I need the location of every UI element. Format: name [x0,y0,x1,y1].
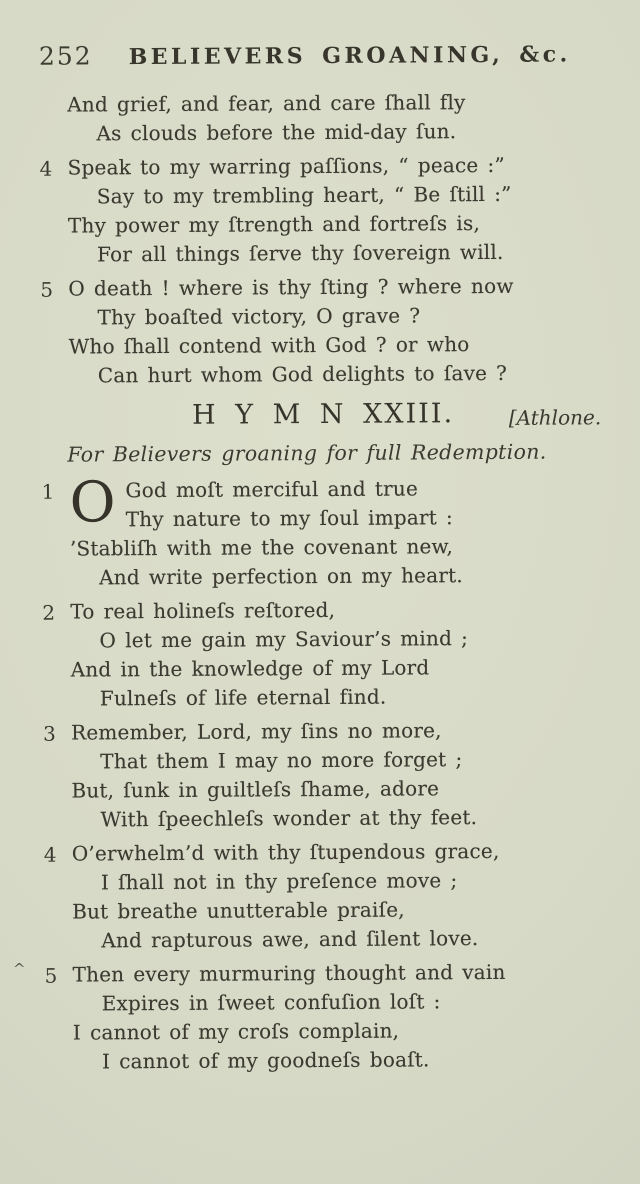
stanza-body [70,594,607,713]
tune-name: [Athlone. [508,405,602,430]
stanza-body [67,87,603,148]
hymn-subtitle: For Believers groaning for full Redemption. [67,439,547,467]
hymn-22-continuation [39,87,605,390]
verse-line: O let me gain my Saviour’s mind ; [99,626,469,653]
verse-line: Remember, Lord, my ſins no more, [70,718,442,745]
stanza [39,87,603,148]
verse-line: To real holineſs reſtored, [70,597,336,624]
stanza [42,594,607,713]
verse-line: Say to my trembling heart, “ Be ſtill :” [96,181,512,209]
stanza-body [72,957,609,1076]
verse-line: Speak to my warring paſſions, “ peace :” [67,152,505,180]
verse-line: Then every murmuring thought and vain [72,959,506,987]
stanza-body [68,271,605,390]
verse-line: Thy nature to my ſoul impart : [125,505,454,532]
verse-line: Thy boaſted victory, O grave ? [97,303,421,330]
stanza-body [68,150,605,269]
running-title: BELIEVERS GROANING, &c. [128,41,571,71]
stanza [41,470,606,592]
verse-line: Fulneſs of life eternal find. [99,684,387,711]
verse-line: I cannot of my croſs complain, [72,1018,400,1045]
hymn-heading-row [41,397,605,438]
verse-line: O’erwhelm’d with thy ſtupendous grace, [71,838,500,866]
verse-line: As clouds before the mid-day ſun. [96,119,457,146]
verse-line: And in the knowledge of my Lord [70,655,430,682]
verse-line: And write perfection on my heart. [99,563,463,590]
verse-number: 4 [43,842,57,867]
hymn-23-stanzas [41,470,609,1076]
verse-number: 3 [42,721,56,746]
page-number: 252 [38,41,93,71]
verse-line: But, ſunk in guiltleſs ſhame, adore [71,776,440,803]
verse-line: And rapturous awe, and ſilent love. [101,926,479,953]
stanza-body [72,836,609,955]
stanza-body [69,470,606,592]
verse-line: And grief, and fear, and care ſhall fly [67,90,466,117]
verse-line: ’Stabliſh with me the covenant new, [69,534,454,561]
margin-caret-mark: ^ [13,960,26,978]
stanza [44,836,609,955]
stanza-body [71,715,608,834]
verse-number: 2 [42,600,56,625]
stanza [44,957,609,1076]
verse-line: Who ſhall contend with God ? or who [68,332,470,359]
verse-number: 5 [44,963,58,988]
verse-line: God moſt merciful and true [125,476,419,503]
verse-line: Can hurt whom God delights to ſave ? [97,360,508,388]
verse-line: That them I may no more forget ; [100,747,463,774]
page-content [39,36,609,1081]
verse-line: For all things ſerve thy ſovereign will. [97,239,504,267]
verse-number: 1 [41,479,55,504]
stanza [40,150,605,269]
verse-number: 4 [39,156,53,181]
verse-number: 5 [40,277,54,302]
verse-line: Thy power my ſtrength and fortreſs is, [67,211,481,238]
page-header [39,38,603,70]
verse-line: Expires in ſweet confuſion loſt : [101,989,441,1016]
drop-cap-letter: O [69,470,116,536]
stanza [43,715,608,834]
verse-line: O death ! where is thy ſting ? where now [68,273,514,301]
stanza [40,271,605,390]
verse-line: But breathe unutterable praiſe, [72,897,405,924]
verse-line: I cannot of my goodneſs boaſt. [101,1047,430,1074]
hymn-title: H Y M N XXIII. [192,398,455,431]
verse-line: With ſpeechleſs wonder at thy feet. [100,805,478,832]
verse-line: I ſhall not in thy preſence move ; [100,868,458,895]
